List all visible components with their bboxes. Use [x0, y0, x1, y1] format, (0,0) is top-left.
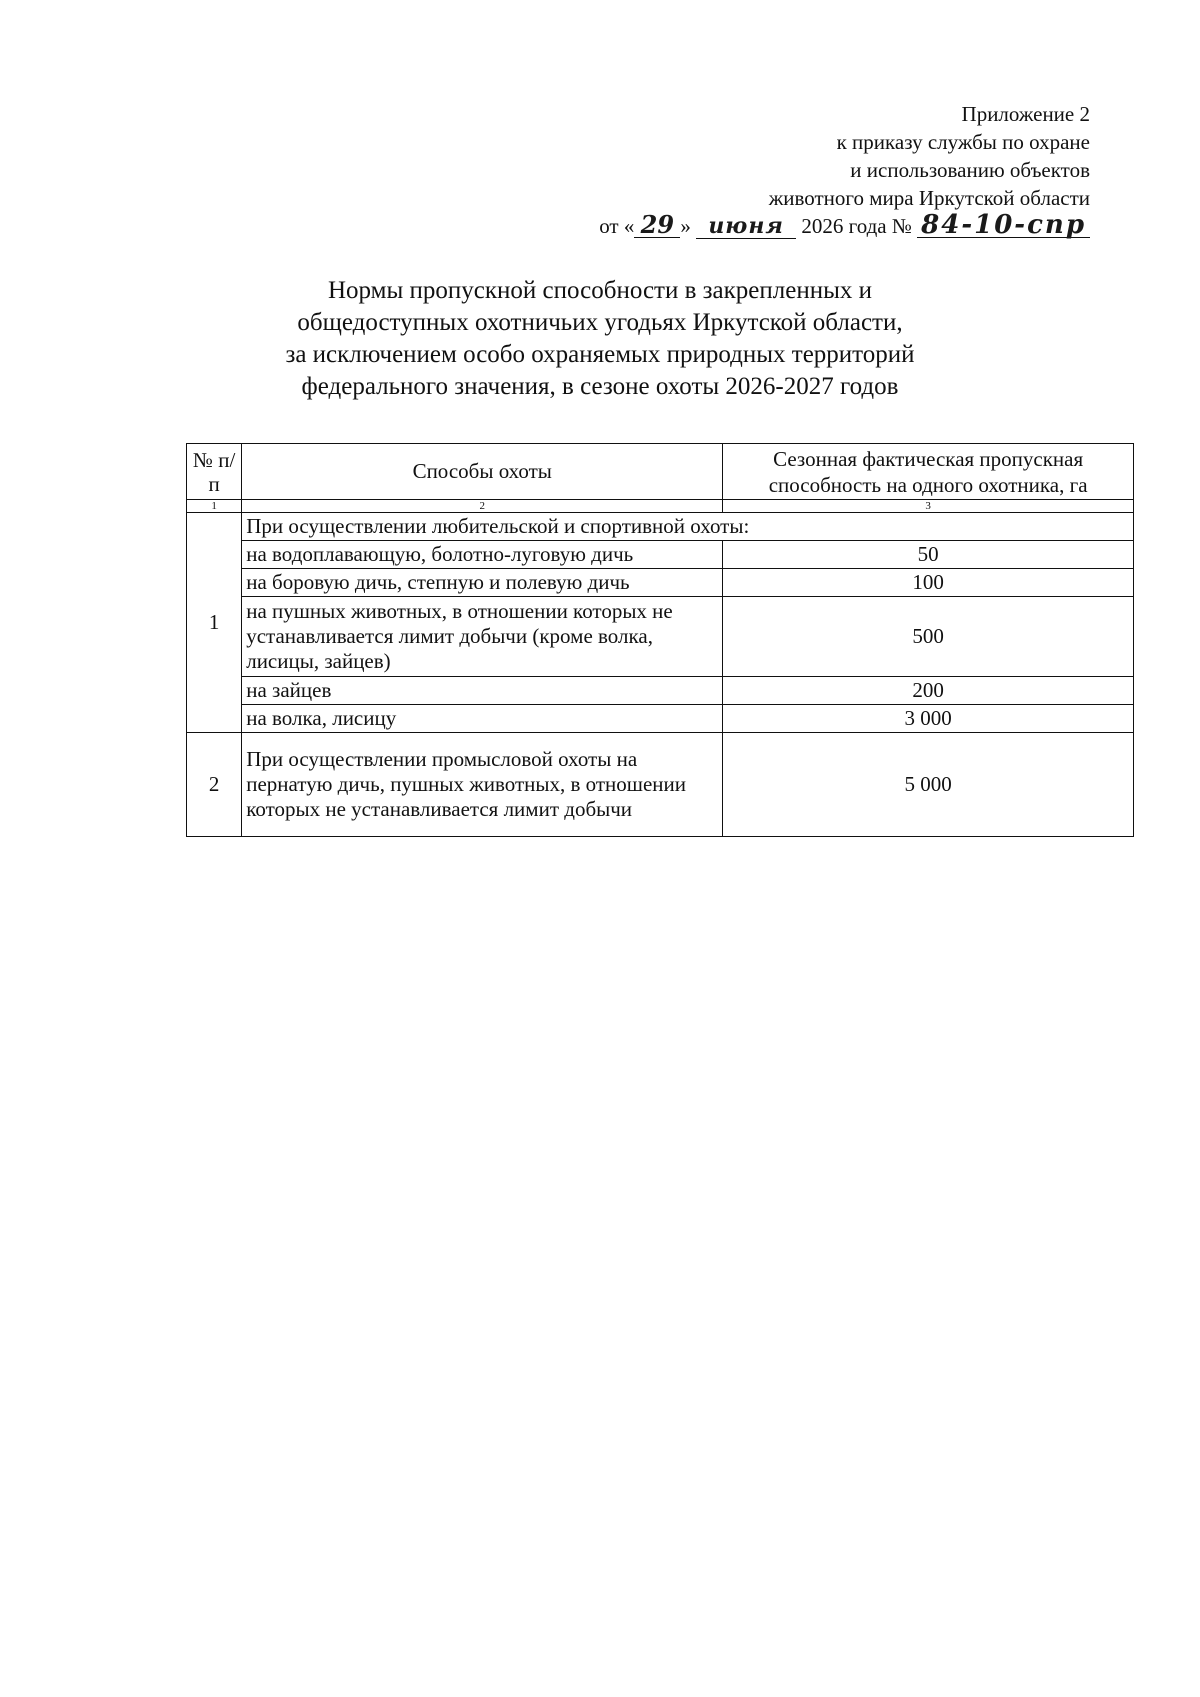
table-row — [187, 597, 1134, 677]
method-cell: на водоплавающую, болотно-луговую дичь — [242, 541, 723, 569]
appendix-date-line — [599, 212, 1090, 240]
appendix-order-line: к приказу службы по охране — [836, 130, 1090, 154]
title-line-2: общедоступных охотничьих угодьях Иркутской области, — [297, 309, 903, 336]
title-line-1: Нормы пропускной способности в закрепленных и — [327, 277, 873, 304]
handwritten-day: 29 — [634, 213, 680, 238]
date-day-suffix: » — [680, 214, 691, 238]
date-year-text: 2026 года № — [801, 214, 912, 238]
method-cell: на волка, лисицу — [242, 705, 723, 733]
table-row — [187, 733, 1134, 837]
value-cell: 200 — [723, 677, 1134, 705]
method-cell: на боровую дичь, степную и полевую дичь — [242, 569, 723, 597]
table-row — [187, 677, 1134, 705]
value-cell: 5 000 — [723, 733, 1134, 837]
method-cell: на зайцев — [242, 677, 723, 705]
column-index-row — [187, 500, 1134, 513]
date-prefix: от « — [599, 214, 635, 238]
method-cell: При осуществлении промысловой охоты на пернатую дичь, пушных животных, в отношении которых не устанавливается лимит добычи — [242, 733, 723, 837]
appendix-service-line: и использованию объектов — [850, 158, 1090, 182]
table-row — [187, 569, 1134, 597]
table-row — [187, 705, 1134, 733]
header-capacity: Сезонная фактическая пропускная способность на одного охотника, га — [723, 444, 1134, 500]
value-cell: 100 — [723, 569, 1134, 597]
table-header-row — [187, 444, 1134, 500]
value-cell: 50 — [723, 541, 1134, 569]
value-cell: 3 000 — [723, 705, 1134, 733]
norms-table — [186, 443, 1134, 837]
row-number: 1 — [187, 513, 242, 733]
title-line-4: федерального значения, в сезоне охоты 2026-2027 годов — [301, 373, 899, 400]
appendix-region-line: животного мира Иркутской области — [768, 186, 1090, 210]
column-index: 3 — [723, 500, 1134, 513]
method-cell: на пушных животных, в отношении которых не устанавливается лимит добычи (кроме волка, лисицы, зайцев) — [242, 597, 723, 677]
handwritten-order-number: 84-10-спр — [917, 213, 1090, 238]
column-index: 2 — [242, 500, 723, 513]
table-row — [187, 513, 1134, 541]
title-line-3: за исключением особо охраняемых природных территорий — [285, 341, 915, 368]
handwritten-month: июня — [696, 214, 796, 239]
group-heading: При осуществлении любительской и спортивной охоты: — [242, 513, 1134, 541]
document-title — [160, 275, 1040, 403]
table-row — [187, 541, 1134, 569]
header-method: Способы охоты — [242, 444, 723, 500]
column-index: 1 — [187, 500, 242, 513]
row-number: 2 — [187, 733, 242, 837]
value-cell: 500 — [723, 597, 1134, 677]
appendix-title: Приложение 2 — [961, 102, 1090, 126]
header-num: № п/п — [187, 444, 242, 500]
appendix-header — [599, 100, 1090, 240]
